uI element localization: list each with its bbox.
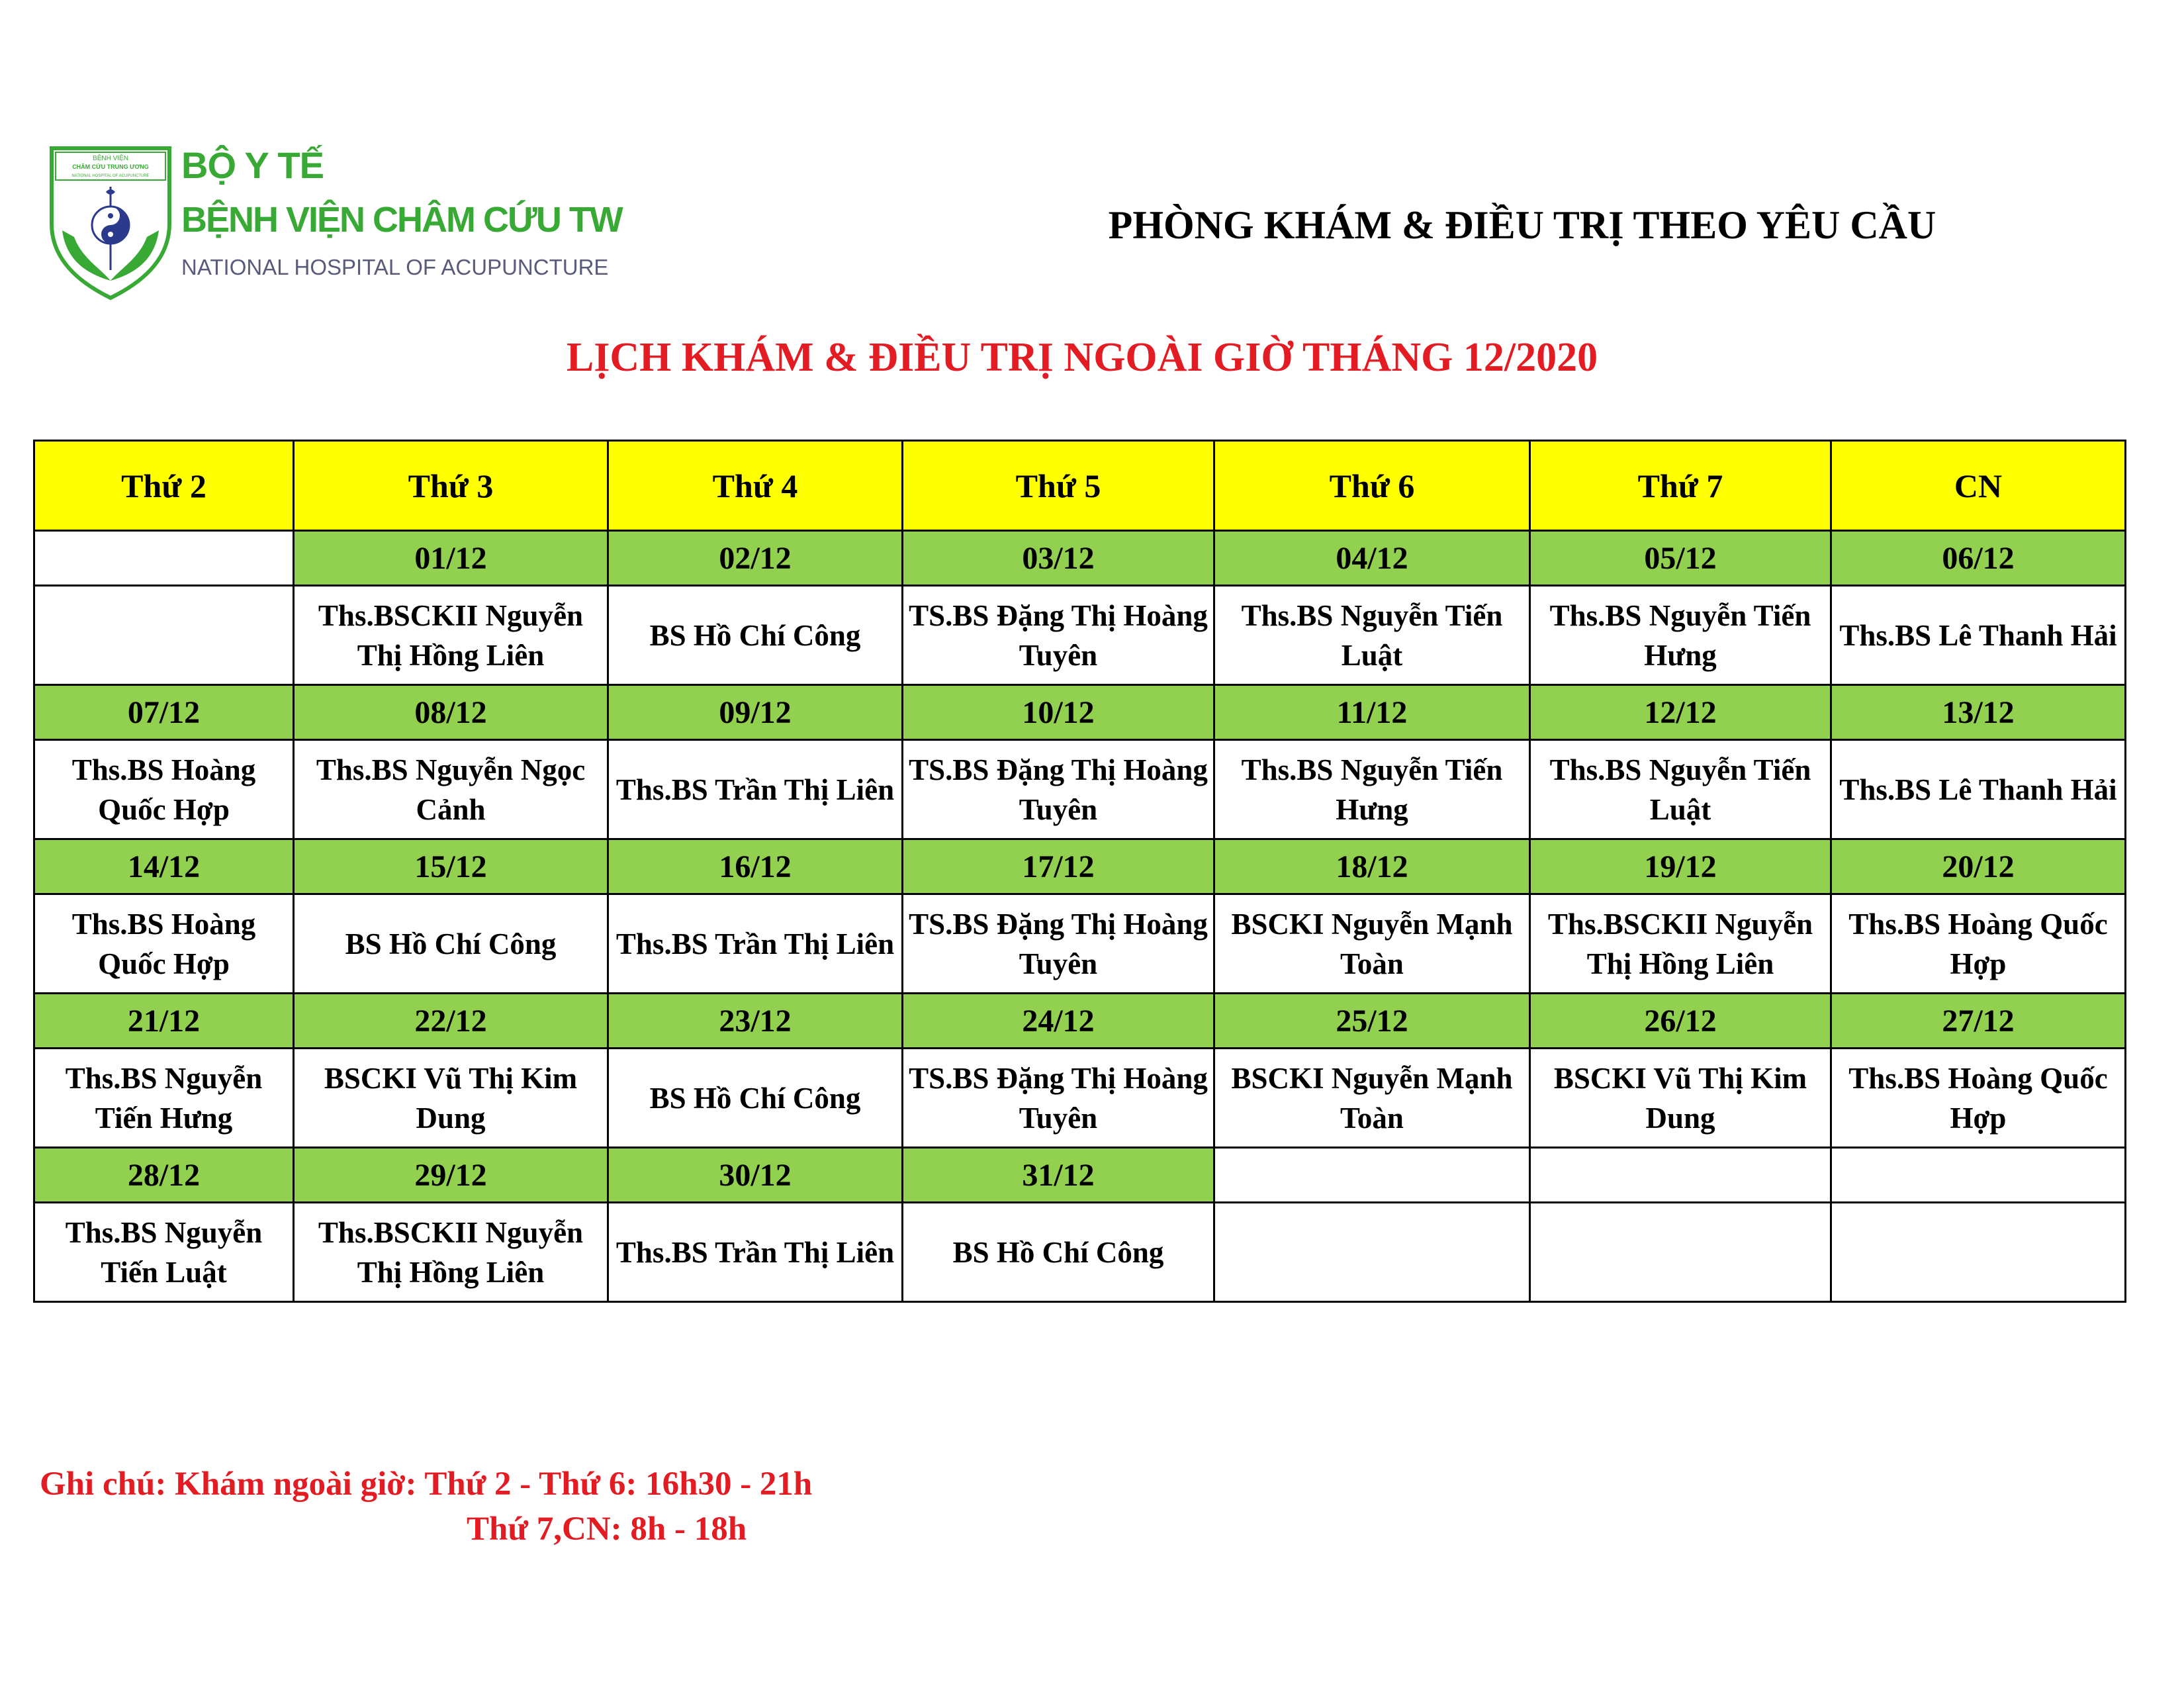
doctor-cell: Ths.BS Hoàng Quốc Hợp [1831, 894, 2126, 994]
date-row [34, 685, 2126, 740]
date-cell: 10/12 [903, 685, 1214, 740]
date-cell: 17/12 [903, 839, 1214, 894]
date-row [34, 839, 2126, 894]
weekday-header: Thứ 3 [294, 441, 608, 531]
date-cell: 14/12 [34, 839, 294, 894]
date-cell: 12/12 [1530, 685, 1831, 740]
date-cell: 07/12 [34, 685, 294, 740]
date-cell: 30/12 [608, 1148, 903, 1203]
hospital-emblem-icon [48, 144, 173, 301]
date-cell: 13/12 [1831, 685, 2126, 740]
date-cell: 26/12 [1530, 994, 1831, 1049]
date-cell: 08/12 [294, 685, 608, 740]
date-cell: 22/12 [294, 994, 608, 1049]
date-row [34, 994, 2126, 1049]
date-cell: 24/12 [903, 994, 1214, 1049]
emblem-text-1: BỆNH VIỆN [93, 155, 128, 162]
date-row [34, 531, 2126, 586]
emblem-text-2: CHÂM CỨU TRUNG ƯƠNG [72, 164, 149, 170]
doctor-cell: BS Hồ Chí Công [903, 1203, 1214, 1302]
emblem-text-3: NATIONAL HOSPITAL OF ACUPUNCTURE [71, 174, 150, 178]
logo-hospital-name: BỆNH VIỆN CHÂM CỨU TW [181, 200, 622, 240]
weekday-header: Thứ 6 [1214, 441, 1530, 531]
date-cell: 11/12 [1214, 685, 1530, 740]
doctor-cell: Ths.BS Nguyễn Tiến Luật [1530, 740, 1831, 839]
schedule-table [33, 440, 2126, 1303]
date-cell: 27/12 [1831, 994, 2126, 1049]
date-cell: 19/12 [1530, 839, 1831, 894]
doctor-row [34, 740, 2126, 839]
doctor-cell: TS.BS Đặng Thị Hoàng Tuyên [903, 894, 1214, 994]
doctor-row [34, 586, 2126, 685]
doctor-cell: Ths.BS Hoàng Quốc Hợp [34, 740, 294, 839]
doctor-cell: Ths.BS Hoàng Quốc Hợp [1831, 1049, 2126, 1148]
weekday-header: Thứ 7 [1530, 441, 1831, 531]
logo-hospital-name-english: NATIONAL HOSPITAL OF ACUPUNCTURE [181, 255, 609, 279]
doctor-row [34, 894, 2126, 994]
date-cell [1530, 1148, 1831, 1203]
logo-ministry-text: BỘ Y TẾ [181, 144, 324, 186]
doctor-cell: Ths.BS Trần Thị Liên [608, 894, 903, 994]
doctor-cell: Ths.BS Nguyễn Tiến Luật [34, 1203, 294, 1302]
doctor-cell: Ths.BS Nguyễn Tiến Luật [1214, 586, 1530, 685]
doctor-cell: TS.BS Đặng Thị Hoàng Tuyên [903, 1049, 1214, 1148]
date-cell: 06/12 [1831, 531, 2126, 586]
hospital-logo [48, 144, 630, 303]
doctor-row [34, 1203, 2126, 1302]
weekday-header: Thứ 5 [903, 441, 1214, 531]
doctor-cell: BS Hồ Chí Công [608, 586, 903, 685]
doctor-cell: Ths.BSCKII Nguyễn Thị Hồng Liên [1530, 894, 1831, 994]
doctor-cell: Ths.BS Nguyễn Ngọc Cảnh [294, 740, 608, 839]
doctor-cell: BS Hồ Chí Công [608, 1049, 903, 1148]
doctor-cell: Ths.BS Lê Thanh Hải [1831, 740, 2126, 839]
date-cell: 09/12 [608, 685, 903, 740]
schedule-title: LỊCH KHÁM & ĐIỀU TRỊ NGOÀI GIỜ THÁNG 12/2020 [566, 335, 1598, 380]
doctor-cell: BSCKI Nguyễn Mạnh Toàn [1214, 894, 1530, 994]
date-cell: 15/12 [294, 839, 608, 894]
doctor-cell: TS.BS Đặng Thị Hoàng Tuyên [903, 740, 1214, 839]
weekday-header: CN [1831, 441, 2126, 531]
date-cell: 31/12 [903, 1148, 1214, 1203]
doctor-cell: Ths.BS Trần Thị Liên [608, 1203, 903, 1302]
date-cell: 21/12 [34, 994, 294, 1049]
doctor-cell: Ths.BS Nguyễn Tiến Hưng [34, 1049, 294, 1148]
weekday-header-row [34, 441, 2126, 531]
date-cell: 18/12 [1214, 839, 1530, 894]
doctor-cell: Ths.BS Trần Thị Liên [608, 740, 903, 839]
date-cell: 23/12 [608, 994, 903, 1049]
doctor-cell: Ths.BSCKII Nguyễn Thị Hồng Liên [294, 1203, 608, 1302]
weekend-hours-note: Thứ 7,CN: 8h - 18h [467, 1511, 747, 1548]
doctor-cell: Ths.BS Hoàng Quốc Hợp [34, 894, 294, 994]
doctor-cell [34, 586, 294, 685]
date-cell [1831, 1148, 2126, 1203]
doctor-cell: Ths.BSCKII Nguyễn Thị Hồng Liên [294, 586, 608, 685]
doctor-row [34, 1049, 2126, 1148]
doctor-cell: BSCKI Nguyễn Mạnh Toàn [1214, 1049, 1530, 1148]
date-cell: 28/12 [34, 1148, 294, 1203]
date-cell: 20/12 [1831, 839, 2126, 894]
doctor-cell: BSCKI Vũ Thị Kim Dung [1530, 1049, 1831, 1148]
doctor-cell [1530, 1203, 1831, 1302]
doctor-cell [1214, 1203, 1530, 1302]
doctor-cell: TS.BS Đặng Thị Hoàng Tuyên [903, 586, 1214, 685]
date-cell: 05/12 [1530, 531, 1831, 586]
date-row [34, 1148, 2126, 1203]
date-cell: 16/12 [608, 839, 903, 894]
date-cell: 04/12 [1214, 531, 1530, 586]
weekday-header: Thứ 4 [608, 441, 903, 531]
date-cell [1214, 1148, 1530, 1203]
date-cell: 01/12 [294, 531, 608, 586]
doctor-cell: BS Hồ Chí Công [294, 894, 608, 994]
doctor-cell: BSCKI Vũ Thị Kim Dung [294, 1049, 608, 1148]
date-cell: 02/12 [608, 531, 903, 586]
doctor-cell: Ths.BS Nguyễn Tiến Hưng [1530, 586, 1831, 685]
date-cell [34, 531, 294, 586]
doctor-cell: Ths.BS Lê Thanh Hải [1831, 586, 2126, 685]
weekday-header: Thứ 2 [34, 441, 294, 531]
hours-note: Ghi chú: Khám ngoài giờ: Thứ 2 - Thứ 6: 16h30 - 21h [40, 1466, 813, 1503]
date-cell: 29/12 [294, 1148, 608, 1203]
doctor-cell [1831, 1203, 2126, 1302]
date-cell: 25/12 [1214, 994, 1530, 1049]
clinic-heading: PHÒNG KHÁM & ĐIỀU TRỊ THEO YÊU CẦU [1108, 203, 1936, 247]
doctor-cell: Ths.BS Nguyễn Tiến Hưng [1214, 740, 1530, 839]
date-cell: 03/12 [903, 531, 1214, 586]
